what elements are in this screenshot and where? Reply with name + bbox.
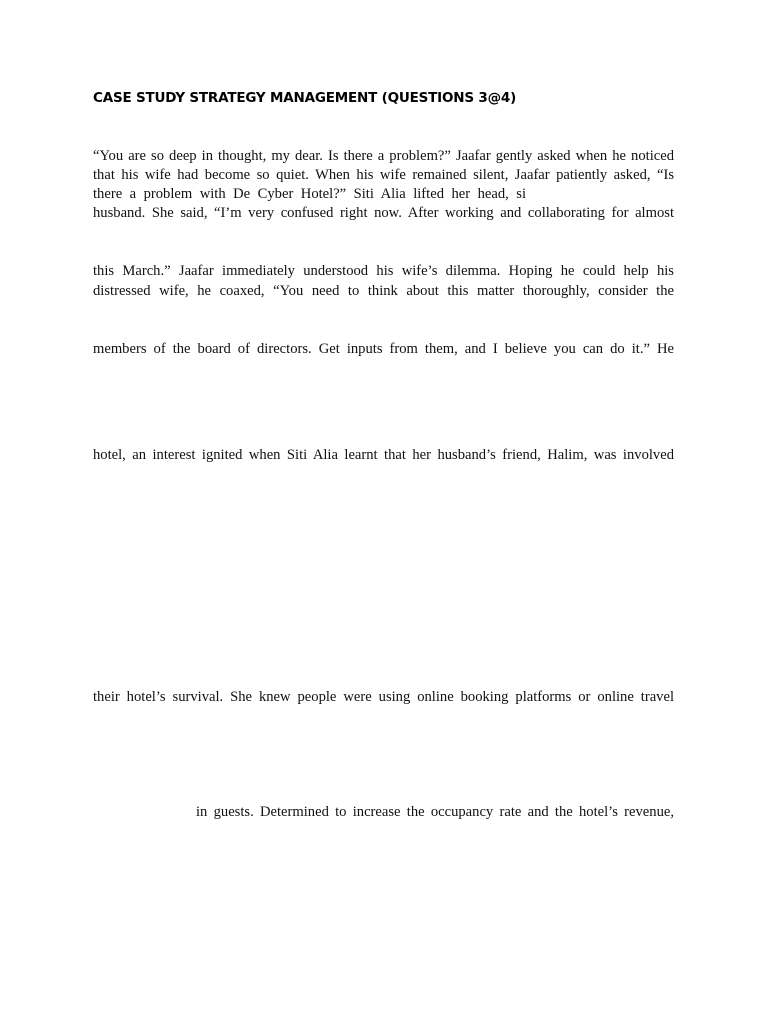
text-line-4: husband. She said, “I’m very confused right now. After working and collaborating for almost: [93, 205, 674, 221]
text-line-5: this March.” Jaafar immediately understood his wife’s dilemma. Hoping he could help his: [93, 263, 674, 279]
text-line-3-content: there a problem with De Cyber Hotel?” Siti Alia lifted her head, si: [93, 186, 526, 202]
text-line-9: their hotel’s survival. She knew people were using online booking platforms or online travel: [93, 689, 674, 705]
text-line-8: hotel, an interest ignited when Siti Alia learnt that her husband’s friend, Halim, was involved: [93, 447, 674, 463]
text-line-3: [93, 185, 674, 204]
text-line-7: members of the board of directors. Get inputs from them, and I believe you can do it.” He: [93, 341, 674, 357]
text-line-1: “You are so deep in thought, my dear. Is there a problem?” Jaafar gently asked when he noticed: [93, 148, 674, 164]
document-title: CASE STUDY STRATEGY MANAGEMENT (QUESTIONS 3@4): [93, 90, 517, 106]
text-line-6: distressed wife, he coaxed, “You need to think about this matter thoroughly, consider the: [93, 283, 674, 299]
text-line-10: in guests. Determined to increase the occupancy rate and the hotel’s revenue,: [196, 804, 674, 820]
text-line-2: that his wife had become so quiet. When his wife remained silent, Jaafar patiently asked, “Is: [93, 167, 674, 183]
